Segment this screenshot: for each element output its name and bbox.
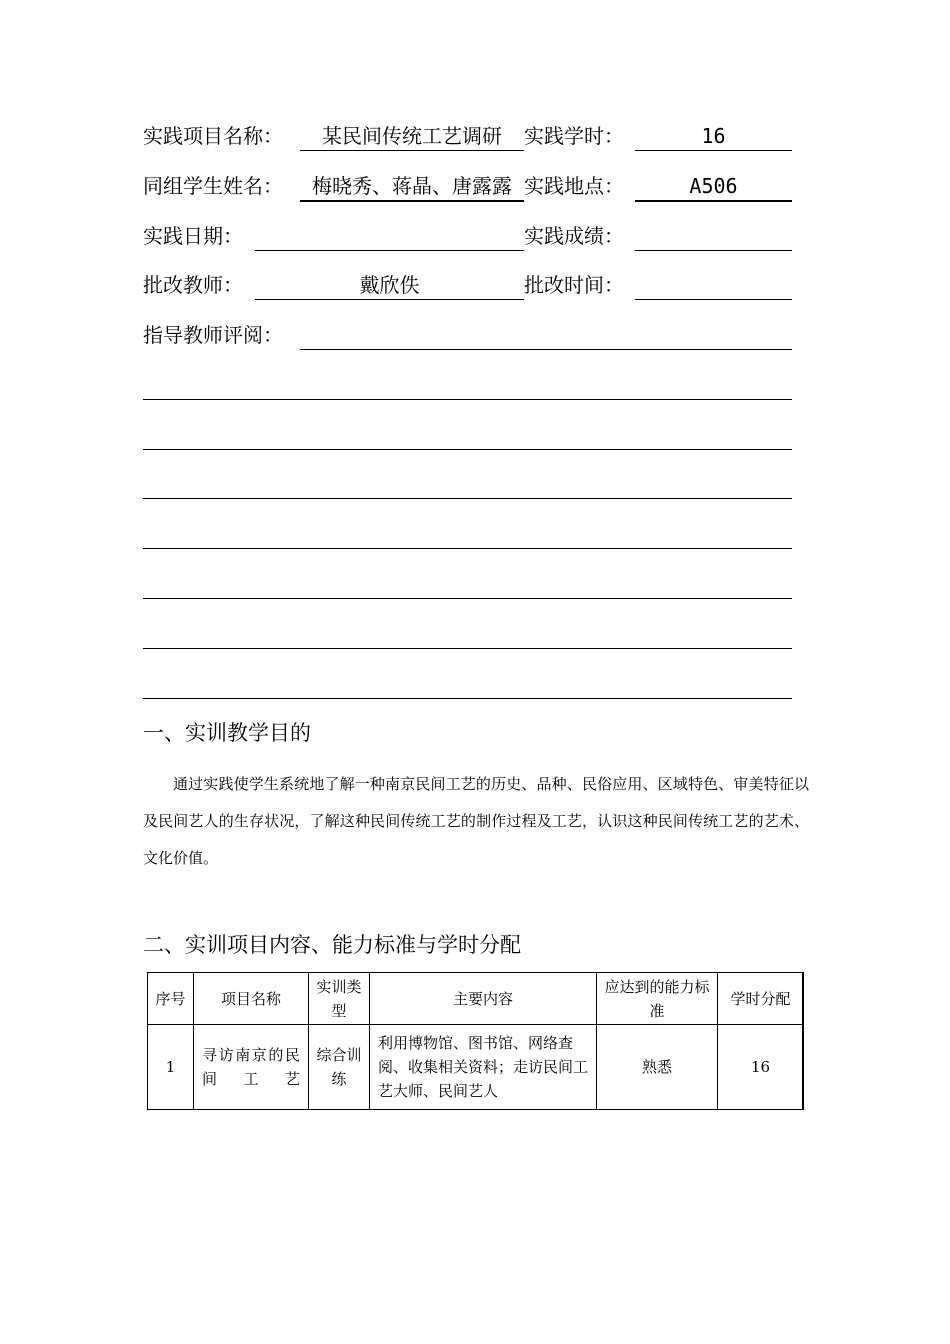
section1-body: 通过实践使学生系统地了解一种南京民间工艺的历史、品种、民俗应用、区域特色、审美特征以及民间艺人的生存状况，了解这种民间传统工艺的制作过程及工艺，认识这种民间传统工艺的艺术、文化价值。 bbox=[143, 775, 809, 867]
comment-label: 指导教师评阅： bbox=[143, 323, 283, 347]
hours-label: 实践学时： bbox=[524, 124, 624, 148]
teacher-field[interactable]: 戴欣佚 bbox=[255, 273, 524, 300]
comment-line bbox=[143, 498, 792, 499]
project-name-field[interactable]: 某民间传统工艺调研 bbox=[300, 124, 524, 151]
cell-name: 寻访南京的民间工艺 bbox=[194, 1025, 309, 1110]
grade-field[interactable] bbox=[635, 224, 792, 251]
review-time-label: 批改时间： bbox=[524, 273, 624, 297]
header-content: 主要内容 bbox=[370, 973, 597, 1025]
comment-line bbox=[143, 598, 792, 599]
date-label: 实践日期： bbox=[143, 224, 243, 248]
cell-type: 综合训练 bbox=[309, 1025, 370, 1110]
header-hours: 学时分配 bbox=[718, 973, 804, 1025]
comment-line bbox=[143, 648, 792, 649]
section2-heading: 二、实训项目内容、能力标准与学时分配 bbox=[143, 933, 521, 957]
header-standard: 应达到的能力标准 bbox=[597, 973, 718, 1025]
header-no: 序号 bbox=[148, 973, 194, 1025]
table-row bbox=[148, 1025, 804, 1110]
location-label: 实践地点： bbox=[524, 174, 624, 198]
training-table bbox=[147, 972, 804, 1110]
comment-line bbox=[143, 548, 792, 549]
grade-label: 实践成绩： bbox=[524, 224, 624, 248]
header-type: 实训类型 bbox=[309, 973, 370, 1025]
comment-line bbox=[143, 449, 792, 450]
location-field[interactable]: A506 bbox=[635, 174, 792, 202]
hours-field[interactable]: 16 bbox=[635, 124, 792, 151]
cell-no: 1 bbox=[148, 1025, 194, 1110]
date-field[interactable] bbox=[255, 224, 524, 251]
comment-line bbox=[143, 698, 792, 699]
project-name-label: 实践项目名称： bbox=[143, 124, 283, 148]
cell-hours: 16 bbox=[718, 1025, 804, 1110]
section1-heading: 一、实训教学目的 bbox=[143, 721, 311, 745]
comment-line bbox=[143, 399, 792, 400]
review-time-field[interactable] bbox=[635, 273, 792, 300]
header-name: 项目名称 bbox=[194, 973, 309, 1025]
cell-content: 利用博物馆、图书馆、网络查阅、收集相关资料；走访民间工艺大师、民间艺人 bbox=[370, 1025, 597, 1110]
group-members-field[interactable]: 梅晓秀、蒋晶、唐露露 bbox=[300, 174, 524, 202]
table-header-row bbox=[148, 973, 804, 1025]
comment-field[interactable] bbox=[300, 323, 792, 350]
cell-standard: 熟悉 bbox=[597, 1025, 718, 1110]
teacher-label: 批改教师： bbox=[143, 273, 243, 297]
table-right-border bbox=[802, 972, 804, 1110]
group-members-label: 同组学生姓名： bbox=[143, 174, 283, 198]
